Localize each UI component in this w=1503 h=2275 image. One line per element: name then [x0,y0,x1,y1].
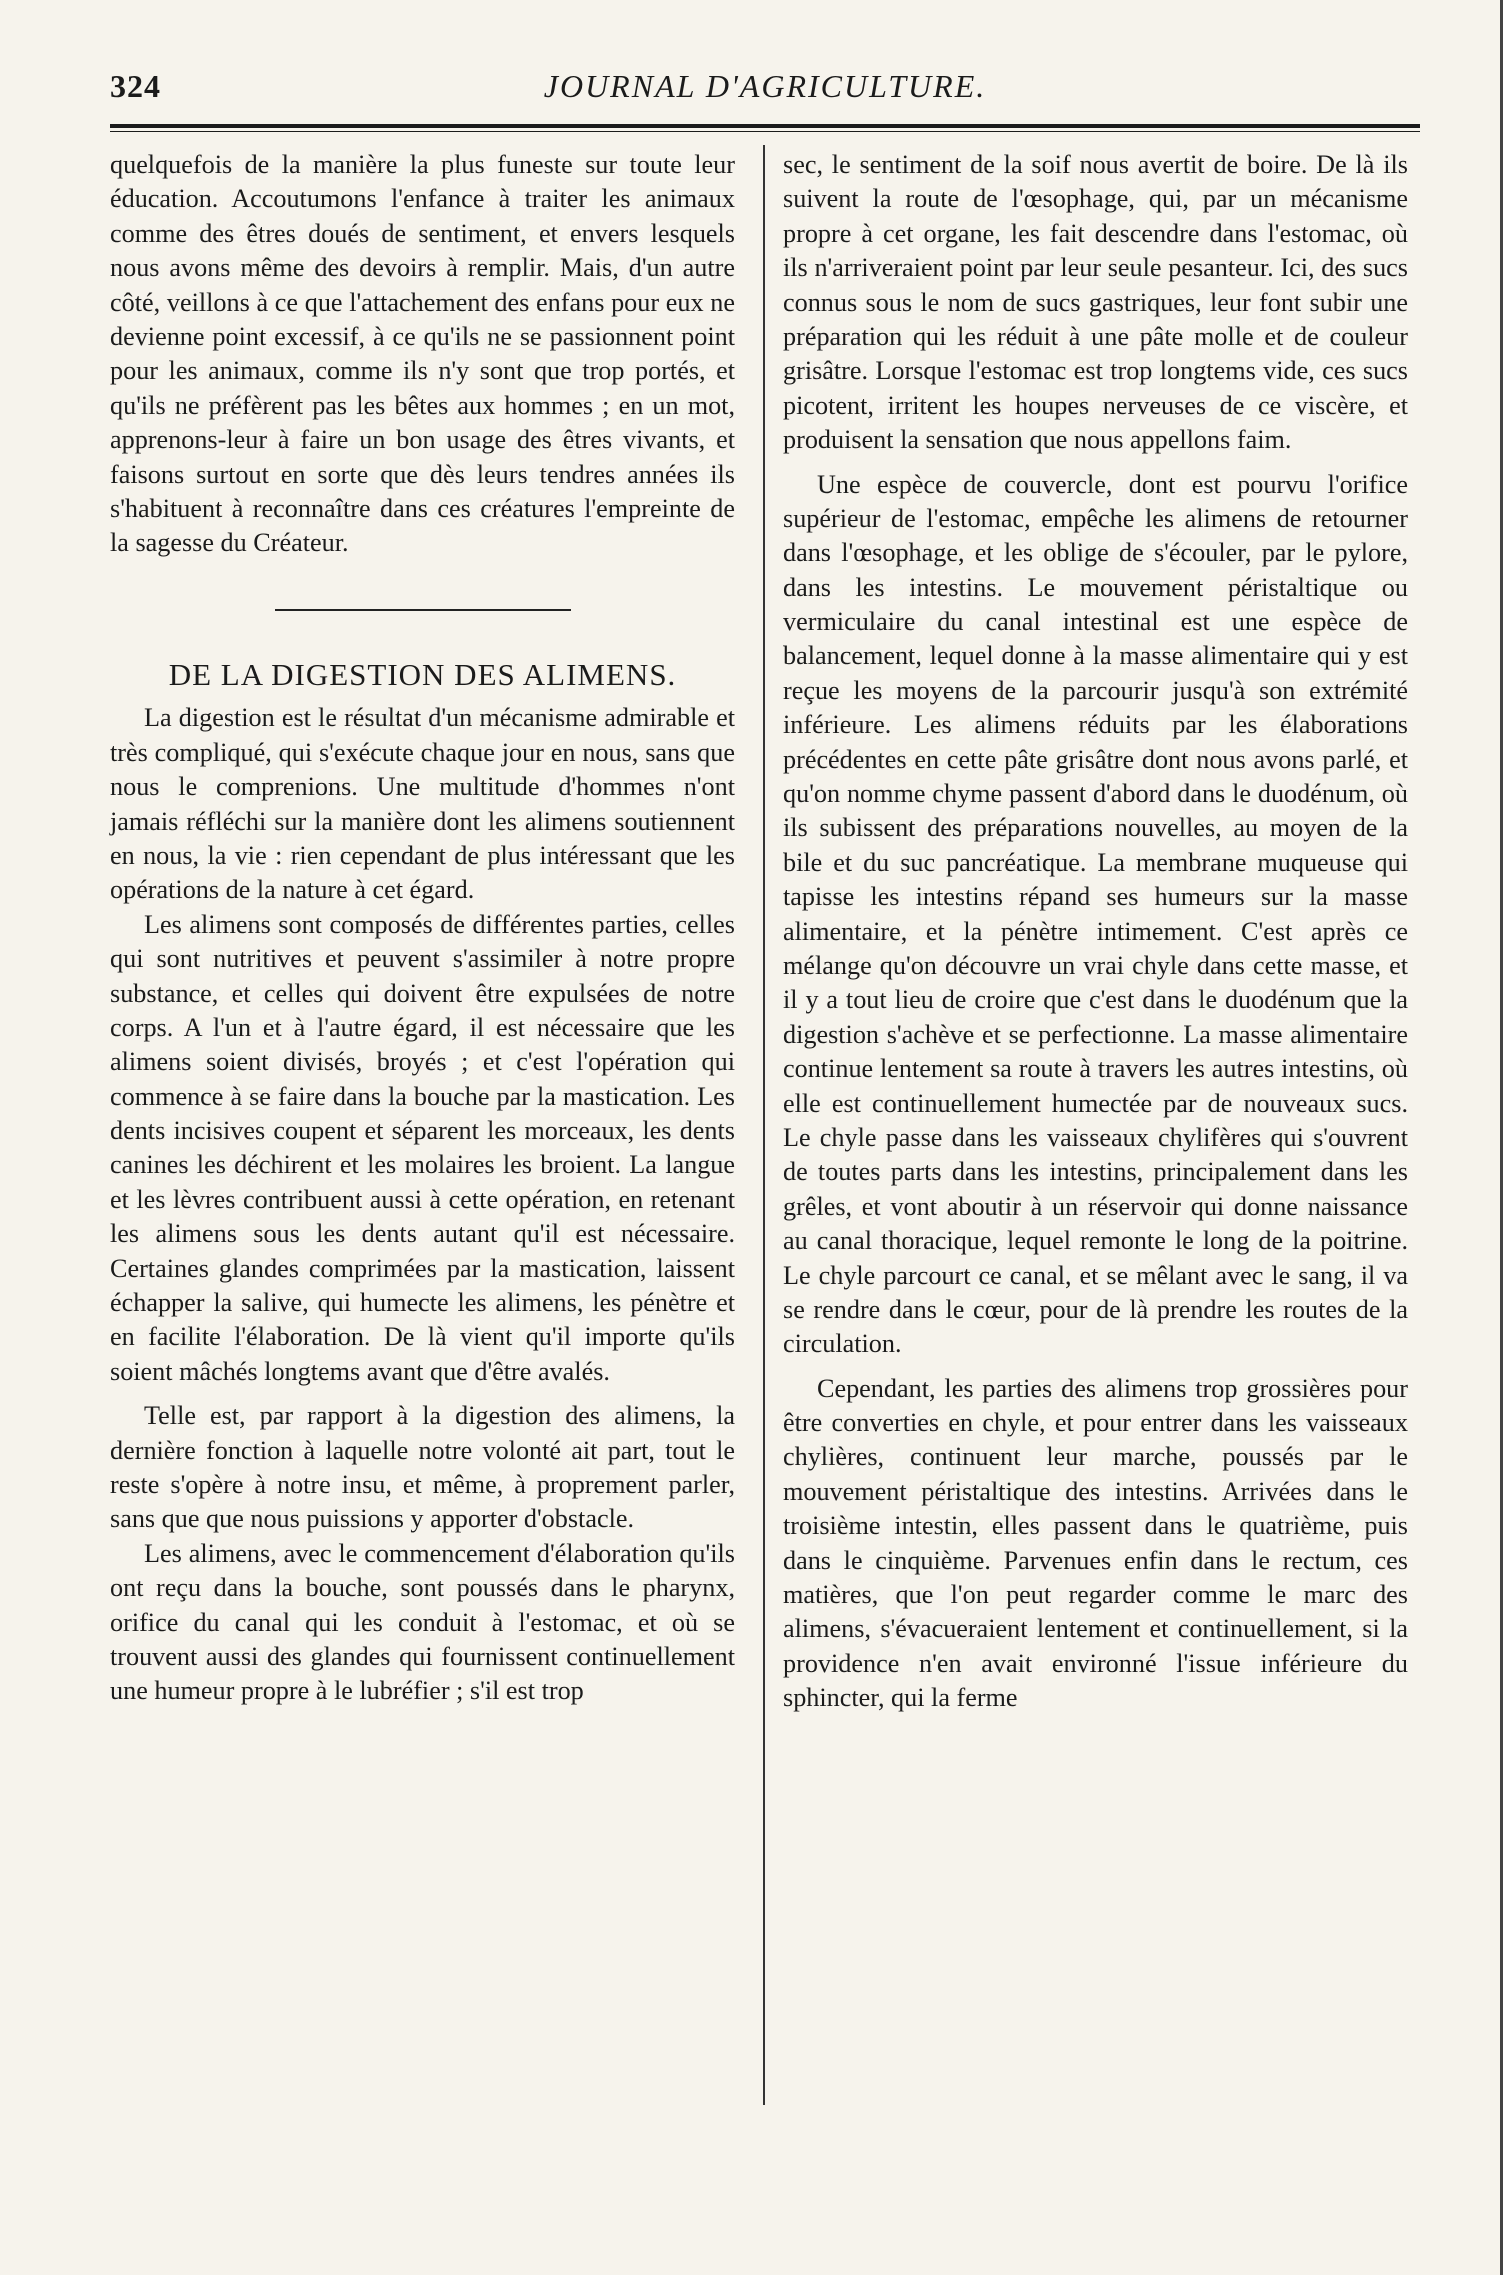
paragraph: Cependant, les parties des alimens trop grossières pour être converties en chyle, et pour entrer dans les vaisseaux chylières, continuent leur marche, poussés par le mouvement péristaltique des intestins. Arrivées dans le troisième intestin, elles passent dans le quatrième, puis dans le cinquième. Parvenues enfin dans le rectum, ces matières, que l'on peut regarder comme le marc des alimens, s'évacueraient lentement et continuellement, si la providence n'en avait environné l'issue inférieure du sphincter, qui la ferme [783,1373,1408,1713]
right-column [783,148,1408,1716]
paragraph: quelquefois de la manière la plus funeste sur toute leur éducation. Accoutumons l'enfance à traiter les animaux comme des êtres doués de sentiment, et envers lesquels nous avons même des devoirs à remplir. Mais, d'un autre côté, veillons à ce que l'attachement des enfans pour eux ne devienne point excessif, à ce qu'ils ne se passionnent point pour les animaux, comme ils n'y sont que trop portés, et qu'ils ne préfèrent pas les bêtes aux hommes ; en un mot, apprenons-leur à faire un bon usage des êtres vivants, et faisons surtout en sorte que dès leurs tendres années ils s'habituent à reconnaître dans ces créatures l'empreinte de la sagesse du Créateur. [110,150,735,558]
column-rule [763,145,765,2105]
paragraph: Les alimens, avec le commencement d'élaboration qu'ils ont reçu dans la bouche, sont poussés dans le pharynx, orifice du canal qui les conduit à l'estomac, et où se trouvent aussi des glandes qui fournissent continuellement une humeur propre à le lubréfier ; s'il est trop [110,1538,735,1706]
page-header [110,68,1420,112]
paragraph: Telle est, par rapport à la digestion des alimens, la dernière fonction à laquelle notre volonté ait part, tout le reste s'opère à notre insu, et même, à proprement parler, sans que que nous puissions y apporter d'obstacle. [110,1401,735,1534]
section-heading: DE LA DIGESTION DES ALIMENS. [168,656,677,692]
section-divider [275,609,571,611]
header-rule-thin [110,131,1420,132]
paragraph: La digestion est le résultat d'un mécanisme admirable et très compliqué, qui s'exécute chaque jour en nous, sans que nous le comprenions. Une multitude d'hommes n'ont jamais réfléchi sur la manière dont les alimens soutiennent en nous, la vie : rien cependant de plus intéressant que les opérations de la nature à cet égard. [110,703,735,905]
left-column [110,148,735,1709]
page-number: 324 [110,68,161,104]
paragraph: Les alimens sont composés de différentes parties, celles qui sont nutritives et peuvent s'assimiler à notre propre substance, et celles qui doivent être expulsées de notre corps. A l'un et à l'autre égard, il est nécessaire que les alimens soient divisés, broyés ; et c'est l'opération qui commence à se faire dans la bouche par la mastication. Les dents incisives coupent et séparent les morceaux, les dents canines les déchirent et les molaires les broient. La langue et les lèvres contribuent aussi à cette opération, en retenant les alimens sous les dents autant qu'il est nécessaire. Certaines glandes comprimées par la mastication, laissent échapper la salive, qui humecte les alimens, les pénètre et en facilite l'élaboration. De là vient qu'il importe qu'ils soient mâchés longtems avant que d'être avalés. [110,909,735,1386]
paragraph: sec, le sentiment de la soif nous avertit de boire. De là ils suivent la route de l'œsophage, qui, par un mécanisme propre à cet organe, les fait descendre dans l'estomac, où ils n'arriveraient point par leur seule pesanteur. Ici, des sucs connus sous le nom de sucs gastriques, leur font subir une préparation qui les réduit à une pâte molle et de couleur grisâtre. Lorsque l'estomac est trop longtems vide, ces sucs picotent, irritent les houpes nerveuses de ce viscère, et produisent la sensation que nous appellons faim. [783,150,1408,455]
running-head: JOURNAL D'AGRICULTURE. [543,68,987,104]
paragraph: Une espèce de couvercle, dont est pourvu l'orifice supérieur de l'estomac, empêche les alimens de retourner dans l'œsophage, et les oblige de s'écouler, par le pylore, dans les intestins. Le mouvement péristaltique ou vermiculaire du canal intestinal est une espèce de balancement, lequel donne à la masse alimentaire qui y est reçue les moyens de la parcourir jusqu'à son extrémité inférieure. Les alimens réduits par les élaborations précédentes en cette pâte grisâtre dont nous avons parlé, et qu'on nomme chyme passent d'abord dans le duodénum, où ils subissent des préparations nouvelles, au moyen de la bile et du suc pancréatique. La membrane muqueuse qui tapisse les intestins répand ses humeurs sur la masse alimentaire, et la pénètre intimement. C'est après ce mélange qu'on découvre un vrai chyle dans cette masse, et il y a tout lieu de croire que c'est dans le duodénum que la digestion s'achève et se perfectionne. La masse alimentaire continue lentement sa route à travers les autres intestins, où elle est continuellement humectée par de nouveaux sucs. Le chyle passe dans les vaisseaux chylifères qui s'ouvrent de toutes parts dans les intestins, principalement dans les grêles, et vont aboutir à un réservoir qui donne naissance au canal thoracique, lequel remonte le long de la poitrine. Le chyle parcourt ce canal, et se mêlant avec le sang, il va se rendre dans le cœur, pour de là prendre les routes de la circulation. [783,469,1408,1359]
header-rule-thick [110,124,1420,128]
